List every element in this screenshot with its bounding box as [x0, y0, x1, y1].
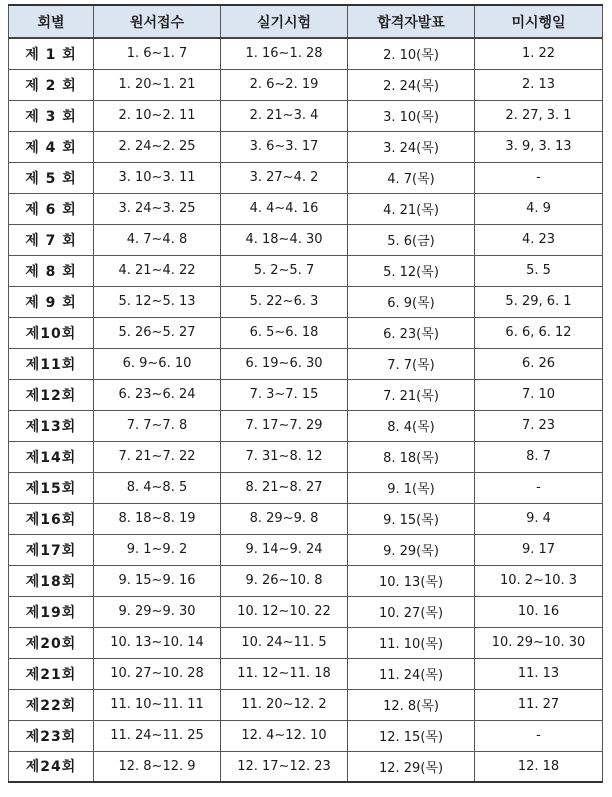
application-cell: 12. 8∼12. 9	[94, 751, 221, 782]
application-cell: 6. 9∼6. 10	[94, 348, 221, 379]
round-cell: 제 5 회	[9, 162, 94, 193]
practical-exam-cell: 11. 12∼11. 18	[221, 658, 348, 689]
round-cell: 제 1 회	[9, 38, 94, 69]
round-cell: 제 3 회	[9, 100, 94, 131]
exam-schedule-table	[8, 4, 603, 783]
non-exam-day-cell: 5. 5	[475, 255, 603, 286]
round-cell: 제 4 회	[9, 131, 94, 162]
result-date-cell: 6. 23(목)	[348, 317, 475, 348]
non-exam-day-cell: 10. 29∼10. 30	[475, 627, 603, 658]
round-cell: 제 8 회	[9, 255, 94, 286]
application-cell: 4. 7∼4. 8	[94, 224, 221, 255]
table-row	[9, 193, 603, 224]
practical-exam-cell: 2. 6∼2. 19	[221, 69, 348, 100]
table-row	[9, 348, 603, 379]
result-date-cell: 2. 10(목)	[348, 38, 475, 69]
non-exam-day-cell: -	[475, 162, 603, 193]
table-row	[9, 224, 603, 255]
application-cell: 3. 10∼3. 11	[94, 162, 221, 193]
non-exam-day-cell: 2. 13	[475, 69, 603, 100]
header-application: 원서접수	[94, 5, 221, 38]
result-date-cell: 8. 4(목)	[348, 410, 475, 441]
application-cell: 10. 13∼10. 14	[94, 627, 221, 658]
result-date-cell: 9. 15(목)	[348, 503, 475, 534]
result-date-cell: 9. 1(목)	[348, 472, 475, 503]
result-date-cell: 3. 10(목)	[348, 100, 475, 131]
header-practical-exam: 실기시험	[221, 5, 348, 38]
result-date-cell: 2. 24(목)	[348, 69, 475, 100]
practical-exam-cell: 12. 17∼12. 23	[221, 751, 348, 782]
table-header	[9, 5, 603, 38]
practical-exam-cell: 5. 22∼6. 3	[221, 286, 348, 317]
application-cell: 7. 21∼7. 22	[94, 441, 221, 472]
round-cell: 제23회	[9, 720, 94, 751]
application-cell: 3. 24∼3. 25	[94, 193, 221, 224]
result-date-cell: 12. 8(목)	[348, 689, 475, 720]
application-cell: 9. 15∼9. 16	[94, 565, 221, 596]
table-row	[9, 131, 603, 162]
result-date-cell: 7. 7(목)	[348, 348, 475, 379]
result-date-cell: 10. 13(목)	[348, 565, 475, 596]
header-result-announcement: 합격자발표	[348, 5, 475, 38]
round-cell: 제12회	[9, 379, 94, 410]
non-exam-day-cell: 5. 29, 6. 1	[475, 286, 603, 317]
table-row	[9, 317, 603, 348]
practical-exam-cell: 9. 14∼9. 24	[221, 534, 348, 565]
practical-exam-cell: 7. 17∼7. 29	[221, 410, 348, 441]
practical-exam-cell: 8. 21∼8. 27	[221, 472, 348, 503]
application-cell: 1. 20∼1. 21	[94, 69, 221, 100]
application-cell: 10. 27∼10. 28	[94, 658, 221, 689]
application-cell: 7. 7∼7. 8	[94, 410, 221, 441]
practical-exam-cell: 11. 20∼12. 2	[221, 689, 348, 720]
result-date-cell: 10. 27(목)	[348, 596, 475, 627]
round-cell: 제24회	[9, 751, 94, 782]
non-exam-day-cell: 4. 23	[475, 224, 603, 255]
application-cell: 8. 18∼8. 19	[94, 503, 221, 534]
round-cell: 제14회	[9, 441, 94, 472]
table-row	[9, 162, 603, 193]
result-date-cell: 9. 29(목)	[348, 534, 475, 565]
header-round: 회별	[9, 5, 94, 38]
table-row	[9, 534, 603, 565]
practical-exam-cell: 5. 2∼5. 7	[221, 255, 348, 286]
result-date-cell: 6. 9(목)	[348, 286, 475, 317]
schedule-table-container	[8, 4, 602, 783]
practical-exam-cell: 10. 12∼10. 22	[221, 596, 348, 627]
non-exam-day-cell: 9. 17	[475, 534, 603, 565]
non-exam-day-cell: 6. 26	[475, 348, 603, 379]
practical-exam-cell: 4. 4∼4. 16	[221, 193, 348, 224]
practical-exam-cell: 2. 21∼3. 4	[221, 100, 348, 131]
result-date-cell: 12. 15(목)	[348, 720, 475, 751]
non-exam-day-cell: 8. 7	[475, 441, 603, 472]
result-date-cell: 3. 24(목)	[348, 131, 475, 162]
non-exam-day-cell: 2. 27, 3. 1	[475, 100, 603, 131]
non-exam-day-cell: 7. 23	[475, 410, 603, 441]
application-cell: 1. 6∼1. 7	[94, 38, 221, 69]
non-exam-day-cell: 6. 6, 6. 12	[475, 317, 603, 348]
table-row	[9, 38, 603, 69]
round-cell: 제19회	[9, 596, 94, 627]
non-exam-day-cell: 11. 13	[475, 658, 603, 689]
round-cell: 제11회	[9, 348, 94, 379]
non-exam-day-cell: -	[475, 720, 603, 751]
table-row	[9, 441, 603, 472]
application-cell: 2. 24∼2. 25	[94, 131, 221, 162]
round-cell: 제 9 회	[9, 286, 94, 317]
round-cell: 제15회	[9, 472, 94, 503]
practical-exam-cell: 6. 5∼6. 18	[221, 317, 348, 348]
practical-exam-cell: 1. 16∼1. 28	[221, 38, 348, 69]
result-date-cell: 4. 21(목)	[348, 193, 475, 224]
result-date-cell: 5. 6(금)	[348, 224, 475, 255]
non-exam-day-cell: 1. 22	[475, 38, 603, 69]
table-row	[9, 689, 603, 720]
round-cell: 제18회	[9, 565, 94, 596]
result-date-cell: 8. 18(목)	[348, 441, 475, 472]
application-cell: 5. 12∼5. 13	[94, 286, 221, 317]
application-cell: 4. 21∼4. 22	[94, 255, 221, 286]
table-row	[9, 286, 603, 317]
table-row	[9, 720, 603, 751]
application-cell: 6. 23∼6. 24	[94, 379, 221, 410]
practical-exam-cell: 10. 24∼11. 5	[221, 627, 348, 658]
non-exam-day-cell: 11. 27	[475, 689, 603, 720]
round-cell: 제 6 회	[9, 193, 94, 224]
table-row	[9, 410, 603, 441]
practical-exam-cell: 7. 3∼7. 15	[221, 379, 348, 410]
application-cell: 9. 29∼9. 30	[94, 596, 221, 627]
round-cell: 제21회	[9, 658, 94, 689]
table-body	[9, 38, 603, 782]
table-row	[9, 100, 603, 131]
practical-exam-cell: 3. 6∼3. 17	[221, 131, 348, 162]
round-cell: 제22회	[9, 689, 94, 720]
practical-exam-cell: 7. 31∼8. 12	[221, 441, 348, 472]
table-row	[9, 472, 603, 503]
round-cell: 제10회	[9, 317, 94, 348]
table-row	[9, 503, 603, 534]
practical-exam-cell: 3. 27∼4. 2	[221, 162, 348, 193]
application-cell: 9. 1∼9. 2	[94, 534, 221, 565]
practical-exam-cell: 9. 26∼10. 8	[221, 565, 348, 596]
table-row	[9, 627, 603, 658]
non-exam-day-cell: -	[475, 472, 603, 503]
application-cell: 5. 26∼5. 27	[94, 317, 221, 348]
application-cell: 11. 24∼11. 25	[94, 720, 221, 751]
application-cell: 8. 4∼8. 5	[94, 472, 221, 503]
result-date-cell: 12. 29(목)	[348, 751, 475, 782]
non-exam-day-cell: 7. 10	[475, 379, 603, 410]
non-exam-day-cell: 4. 9	[475, 193, 603, 224]
result-date-cell: 11. 24(목)	[348, 658, 475, 689]
practical-exam-cell: 12. 4∼12. 10	[221, 720, 348, 751]
table-row	[9, 379, 603, 410]
header-row	[9, 5, 603, 38]
table-row	[9, 658, 603, 689]
table-row	[9, 565, 603, 596]
non-exam-day-cell: 12. 18	[475, 751, 603, 782]
round-cell: 제20회	[9, 627, 94, 658]
round-cell: 제16회	[9, 503, 94, 534]
table-row	[9, 596, 603, 627]
result-date-cell: 7. 21(목)	[348, 379, 475, 410]
table-row	[9, 751, 603, 782]
practical-exam-cell: 6. 19∼6. 30	[221, 348, 348, 379]
non-exam-day-cell: 10. 16	[475, 596, 603, 627]
round-cell: 제 2 회	[9, 69, 94, 100]
result-date-cell: 11. 10(목)	[348, 627, 475, 658]
result-date-cell: 5. 12(목)	[348, 255, 475, 286]
table-row	[9, 255, 603, 286]
result-date-cell: 4. 7(목)	[348, 162, 475, 193]
non-exam-day-cell: 9. 4	[475, 503, 603, 534]
practical-exam-cell: 4. 18∼4. 30	[221, 224, 348, 255]
application-cell: 11. 10∼11. 11	[94, 689, 221, 720]
application-cell: 2. 10∼2. 11	[94, 100, 221, 131]
header-non-exam-days: 미시행일	[475, 5, 603, 38]
non-exam-day-cell: 3. 9, 3. 13	[475, 131, 603, 162]
round-cell: 제 7 회	[9, 224, 94, 255]
round-cell: 제17회	[9, 534, 94, 565]
non-exam-day-cell: 10. 2∼10. 3	[475, 565, 603, 596]
table-row	[9, 69, 603, 100]
round-cell: 제13회	[9, 410, 94, 441]
practical-exam-cell: 8. 29∼9. 8	[221, 503, 348, 534]
